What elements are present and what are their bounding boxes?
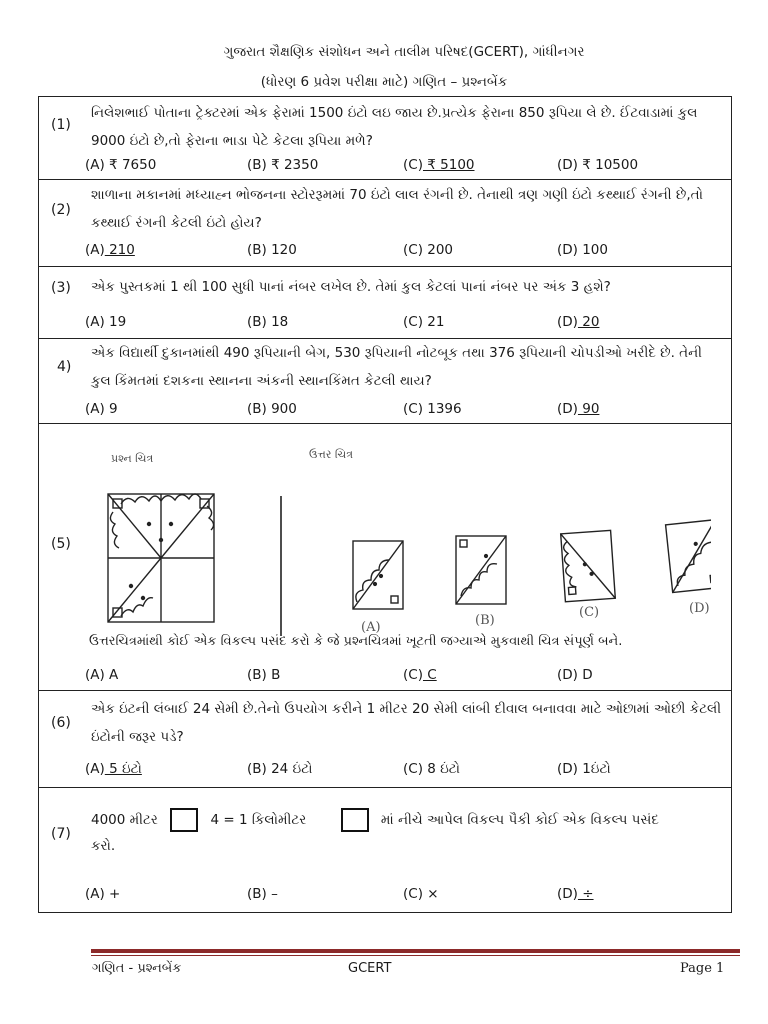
figure-option-b-label: (B) <box>475 613 495 628</box>
page-header-subtitle: (ધોરણ 6 પ્રવેશ પરીક્ષા માટે) ગણિત – પ્રશ્નબેંક <box>260 74 508 90</box>
question-text: ઉત્તરચિત્રમાંથી કોઈ એક વિકલ્પ પસંદ કરો કે જે પ્રશ્નચિત્રમાં ખૂટતી જગ્યાએ મુકવાથી ચિત્ર સંપૂર્ણ બને. <box>89 634 623 649</box>
question-text-continued: કરો. <box>91 838 116 854</box>
option-c[interactable]: (C) × <box>403 886 439 902</box>
footer-page-number: Page 1 <box>680 961 725 976</box>
option-b[interactable]: (B) 18 <box>247 314 289 330</box>
option-c[interactable]: (C) C <box>403 667 437 683</box>
options-row <box>85 667 731 689</box>
figure-option-a-label: (A) <box>361 620 381 635</box>
question-5 <box>38 423 732 691</box>
question-number: (5) <box>51 536 71 552</box>
option-d[interactable]: (D) ÷ <box>557 886 594 902</box>
question-text-part2: 4 = 1 કિલોમીટર <box>210 812 307 828</box>
option-a[interactable]: (A) + <box>85 886 121 902</box>
option-c[interactable]: (C) 200 <box>403 242 454 258</box>
option-c[interactable]: (C) 1396 <box>403 401 462 417</box>
option-a[interactable]: (A) 5 ઇંટો <box>85 761 142 777</box>
option-a[interactable]: (A) A <box>85 667 119 683</box>
question-3 <box>38 266 732 339</box>
option-b[interactable]: (B) – <box>247 886 278 902</box>
option-c[interactable]: (C) 21 <box>403 314 445 330</box>
footer-org: GCERT <box>348 961 392 976</box>
option-d[interactable]: (D) 1ઇંટો <box>557 761 611 777</box>
figure-option-d-label: (D) <box>689 601 710 616</box>
question-number: (6) <box>51 715 71 731</box>
answer-figure-label: ઉત્તર ચિત્ર <box>309 448 353 461</box>
question-7 <box>38 787 732 913</box>
answer-figure-a[interactable] <box>353 541 403 609</box>
options-row <box>85 314 731 336</box>
options-row <box>85 401 731 423</box>
question-figure-label: પ્રશ્ન ચિત્ર <box>111 452 154 465</box>
option-a[interactable]: (A) 9 <box>85 401 118 417</box>
option-b[interactable]: (B) 120 <box>247 242 297 258</box>
figure-option-c-label: (C) <box>579 605 600 620</box>
option-b[interactable]: (B) 900 <box>247 401 297 417</box>
footer-divider <box>91 949 740 953</box>
option-d[interactable]: (D) 90 <box>557 401 600 417</box>
answer-figure-c[interactable] <box>561 530 616 601</box>
question-number: 4) <box>57 359 72 375</box>
question-text-part3: માં નીચે આપેલ વિકલ્પ પૈકી કોઈ એક વિકલ્પ પસંદ <box>380 812 659 828</box>
answer-figure-d[interactable] <box>666 520 711 593</box>
footer-subject: ગણિત - પ્રશ્નબેંક <box>92 961 182 976</box>
question-text: નિલેશભાઈ પોતાના ટ્રેક્ટરમાં એક ફેરામાં 1500 ઇંટો લઇ જાય છે.પ્રત્યેક ફેરાના 850 રૂપિયા લે છે. ઈંટવાડામાં કુલ 9000 ઇંટો છે,તો ફેરાના ભાડા પેટે કેટલા રૂપિયા મળે? <box>91 105 698 149</box>
question-1 <box>38 96 732 180</box>
footer-divider-thin <box>91 955 740 956</box>
options-row <box>85 157 731 179</box>
option-a[interactable]: (A) 19 <box>85 314 127 330</box>
question-6 <box>38 690 732 788</box>
option-d[interactable]: (D) 100 <box>557 242 608 258</box>
question-number: (1) <box>51 117 71 133</box>
operator-blank-1[interactable] <box>170 808 198 832</box>
page-header-title: ગુજરાત શૈક્ષણિક સંશોધન અને તાલીમ પરિષદ(GCERT), ગાંધીનગર <box>223 44 585 60</box>
question-number: (7) <box>51 826 71 842</box>
option-b[interactable]: (B) ₹ 2350 <box>247 157 319 173</box>
question-text: એક પુસ્તકમાં 1 થી 100 સુધી પાનાં નંબર લખેલ છે. તેમાં કુલ કેટલાં પાનાં નંબર પર અંક 3 હશે? <box>91 279 611 295</box>
options-row <box>85 886 731 908</box>
question-figure-drawing <box>108 494 281 636</box>
answer-figure-b[interactable] <box>456 536 506 604</box>
option-c[interactable]: (C) 8 ઇંટો <box>403 761 461 777</box>
option-d[interactable]: (D) D <box>557 667 593 683</box>
question-4 <box>38 338 732 424</box>
question-figure <box>91 436 711 636</box>
option-b[interactable]: (B) B <box>247 667 281 683</box>
options-row <box>85 242 731 264</box>
operator-blank-2[interactable] <box>341 808 369 832</box>
option-d[interactable]: (D) ₹ 10500 <box>557 157 639 173</box>
option-a[interactable]: (A) ₹ 7650 <box>85 157 157 173</box>
question-text <box>91 806 725 834</box>
question-text-part1: 4000 મીટર <box>91 812 158 828</box>
question-text: શાળાના મકાનમાં મધ્યાહ્ન ભોજનના સ્ટોરરૂમમાં 70 ઇંટો લાલ રંગની છે. તેનાથી ત્રણ ગણી ઇંટો કથ્થાઈ રંગની છે,તો કથ્થાઈ રંગની કેટલી ઇંટો હોય? <box>91 187 703 231</box>
question-2 <box>38 179 732 267</box>
option-d[interactable]: (D) 20 <box>557 314 600 330</box>
question-text: એક વિદ્યાર્થી દુકાનમાંથી 490 રૂપિયાની બેગ, 530 રૂપિયાની નોટબૂક તથા 376 રૂપિયાની ચોપડીઓ ખરીદે છે. તેની કુલ કિંમતમાં દશકના સ્થાનના અંકની સ્થાનકિંમત કેટલી થાય? <box>91 345 703 389</box>
option-b[interactable]: (B) 24 ઇંટો <box>247 761 313 777</box>
option-c[interactable]: (C) ₹ 5100 <box>403 157 475 173</box>
options-row <box>85 761 731 783</box>
question-number: (2) <box>51 202 71 218</box>
option-a[interactable]: (A) 210 <box>85 242 135 258</box>
question-number: (3) <box>51 280 71 296</box>
question-text: એક ઇંટની લંબાઈ 24 સેમી છે.તેનો ઉપયોગ કરીને 1 મીટર 20 સેમી લાંબી દીવાલ બનાવવા માટે ઓછામાં ઓછી કેટલી ઇંટોની જરૂર પડે? <box>91 701 722 745</box>
